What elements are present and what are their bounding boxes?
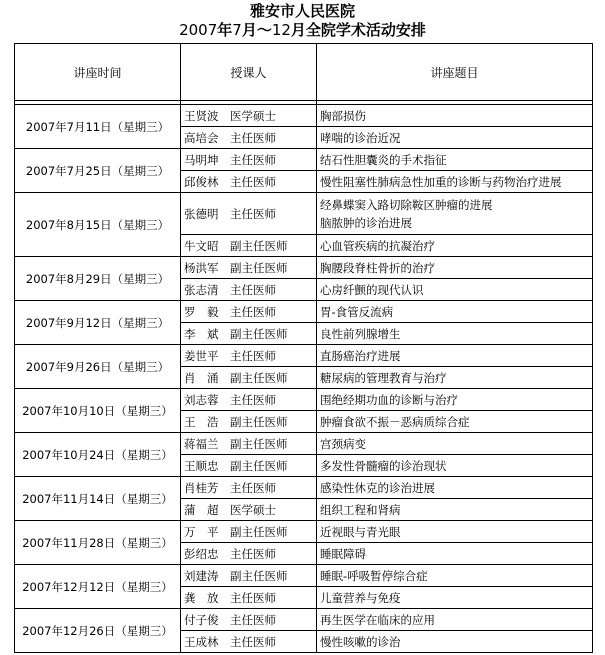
table-row bbox=[15, 105, 593, 127]
subtitle-year: 2007 bbox=[179, 21, 218, 39]
header-topic: 讲座题目 bbox=[317, 44, 593, 101]
session-date: 2007年7月25日（星期三） bbox=[15, 149, 181, 193]
header-lecturer: 授课人 bbox=[181, 44, 317, 101]
topic-text: 近视眼与青光眼 bbox=[320, 524, 401, 539]
lecturer-cell: 王顺忠 副主任医师 bbox=[181, 455, 317, 477]
table-row bbox=[15, 149, 593, 171]
topic-cell bbox=[317, 171, 593, 193]
topic-text: 直肠癌治疗进展 bbox=[320, 348, 401, 363]
schedule-body bbox=[15, 105, 593, 653]
topic-text: 心血管疾病的抗凝治疗 bbox=[320, 238, 435, 253]
table-row bbox=[15, 565, 593, 587]
table-row bbox=[15, 301, 593, 323]
topic-cell bbox=[317, 345, 593, 367]
lecturer-cell: 龚 放 主任医师 bbox=[181, 587, 317, 609]
topic-text: 多发性骨髓瘤的诊治现状 bbox=[320, 458, 447, 473]
session-date: 2007年9月12日（星期三） bbox=[15, 301, 181, 345]
topic-cell bbox=[317, 587, 593, 609]
subtitle-suffix: 月全院学术活动安排 bbox=[290, 21, 426, 39]
topic-cell bbox=[317, 565, 593, 587]
lecturer-cell: 马明坤 主任医师 bbox=[181, 149, 317, 171]
topic-text: 良性前列腺增生 bbox=[320, 326, 401, 341]
topic-cell bbox=[317, 609, 593, 631]
table-row bbox=[15, 389, 593, 411]
topic-text: 慢性咳嗽的诊治 bbox=[320, 634, 401, 649]
lecturer-cell: 付子俊 主任医师 bbox=[181, 609, 317, 631]
header-row bbox=[15, 44, 593, 101]
topic-cell bbox=[317, 105, 593, 127]
topic-text: 胸部损伤 bbox=[320, 108, 366, 123]
session-date: 2007年8月29日（星期三） bbox=[15, 257, 181, 301]
topic-text: 经鼻蝶窦入路切除鞍区肿瘤的进展 bbox=[320, 197, 493, 212]
topic-text: 结石性胆囊炎的手术指征 bbox=[320, 152, 447, 167]
lecturer-cell: 肖 涌 副主任医师 bbox=[181, 367, 317, 389]
table-row bbox=[15, 345, 593, 367]
topic-cell bbox=[317, 193, 593, 235]
lecturer-cell: 王 浩 副主任医师 bbox=[181, 411, 317, 433]
topic-cell bbox=[317, 433, 593, 455]
lecturer-cell: 牛文昭 副主任医师 bbox=[181, 235, 317, 257]
lecturer-cell: 张德明 主任医师 bbox=[181, 193, 317, 235]
session-date: 2007年11月14日（星期三） bbox=[15, 477, 181, 521]
topic-cell bbox=[317, 367, 593, 389]
topic-text: 胸腰段脊柱骨折的治疗 bbox=[320, 260, 435, 275]
header-time: 讲座时间 bbox=[15, 44, 181, 101]
session-date: 2007年7月11日（星期三） bbox=[15, 105, 181, 149]
topic-cell bbox=[317, 411, 593, 433]
lecturer-cell: 刘建涛 副主任医师 bbox=[181, 565, 317, 587]
lecturer-cell: 高培会 主任医师 bbox=[181, 127, 317, 149]
subtitle-start-month: 7 bbox=[232, 21, 242, 39]
lecturer-cell: 蒲 超 医学硕士 bbox=[181, 499, 317, 521]
topic-cell bbox=[317, 477, 593, 499]
lecturer-cell: 姜世平 主任医师 bbox=[181, 345, 317, 367]
topic-text: 慢性阻塞性肺病急性加重的诊断与药物治疗进展 bbox=[320, 174, 562, 189]
topic-text: 再生医学在临床的应用 bbox=[320, 612, 435, 627]
topic-cell bbox=[317, 323, 593, 345]
subtitle-month-range: 月～ bbox=[241, 21, 272, 39]
topic-cell bbox=[317, 631, 593, 653]
session-date: 2007年12月26日（星期三） bbox=[15, 609, 181, 653]
topic-text: 儿童营养与免疫 bbox=[320, 590, 401, 605]
lecturer-cell: 王成林 主任医师 bbox=[181, 631, 317, 653]
table-row bbox=[15, 433, 593, 455]
topic-text: 围绝经期功血的诊断与治疗 bbox=[320, 392, 458, 407]
topic-text: 脑脓肿的诊治进展 bbox=[320, 215, 412, 230]
subtitle-year-char: 年 bbox=[217, 21, 233, 39]
topic-cell bbox=[317, 279, 593, 301]
topic-cell bbox=[317, 499, 593, 521]
topic-text: 心房纤颤的现代认识 bbox=[320, 282, 424, 297]
topic-text: 肿瘤食欲不振－恶病质综合症 bbox=[320, 414, 470, 429]
topic-text: 糖尿病的管理教育与治疗 bbox=[320, 370, 447, 385]
hospital-title: 雅安市人民医院 bbox=[249, 2, 355, 20]
topic-text: 胃-食管反流病 bbox=[320, 304, 394, 319]
schedule-subtitle bbox=[0, 21, 605, 40]
topic-cell bbox=[317, 389, 593, 411]
session-date: 2007年12月12日（星期三） bbox=[15, 565, 181, 609]
topic-text: 感染性休克的诊治进展 bbox=[320, 480, 435, 495]
topic-text: 宫颈病变 bbox=[320, 436, 366, 451]
topic-cell bbox=[317, 257, 593, 279]
lecturer-cell: 罗 毅 主任医师 bbox=[181, 301, 317, 323]
table-row bbox=[15, 521, 593, 543]
session-date: 2007年10月10日（星期三） bbox=[15, 389, 181, 433]
topic-cell bbox=[317, 149, 593, 171]
title-block bbox=[0, 2, 605, 40]
lecturer-cell: 王贤波 医学硕士 bbox=[181, 105, 317, 127]
table-row bbox=[15, 477, 593, 499]
topic-cell bbox=[317, 521, 593, 543]
session-date: 2007年9月26日（星期三） bbox=[15, 345, 181, 389]
topic-cell bbox=[317, 301, 593, 323]
lecturer-cell: 杨洪军 副主任医师 bbox=[181, 257, 317, 279]
session-date: 2007年8月15日（星期三） bbox=[15, 193, 181, 257]
topic-cell bbox=[317, 235, 593, 257]
topic-text: 组织工程和肾病 bbox=[320, 502, 401, 517]
lecturer-cell: 蒋福兰 副主任医师 bbox=[181, 433, 317, 455]
session-date: 2007年10月24日（星期三） bbox=[15, 433, 181, 477]
lecturer-cell: 彭绍忠 主任医师 bbox=[181, 543, 317, 565]
lecturer-cell: 张志清 主任医师 bbox=[181, 279, 317, 301]
topic-text: 哮喘的诊治近况 bbox=[320, 130, 401, 145]
lecturer-cell: 刘志蓉 主任医师 bbox=[181, 389, 317, 411]
topic-text: 睡眠-呼吸暂停综合症 bbox=[320, 568, 428, 583]
table-row bbox=[15, 257, 593, 279]
topic-cell bbox=[317, 455, 593, 477]
lecturer-cell: 肖桂芳 主任医师 bbox=[181, 477, 317, 499]
schedule-table bbox=[14, 43, 593, 653]
table-row bbox=[15, 193, 593, 235]
subtitle-end-month: 12 bbox=[271, 21, 291, 39]
topic-cell bbox=[317, 127, 593, 149]
session-date: 2007年11月28日（星期三） bbox=[15, 521, 181, 565]
table-row bbox=[15, 609, 593, 631]
lecturer-cell: 邱俊林 主任医师 bbox=[181, 171, 317, 193]
topic-cell bbox=[317, 543, 593, 565]
topic-text: 睡眠障碍 bbox=[320, 546, 366, 561]
lecturer-cell: 万 平 副主任医师 bbox=[181, 521, 317, 543]
lecturer-cell: 李 斌 副主任医师 bbox=[181, 323, 317, 345]
